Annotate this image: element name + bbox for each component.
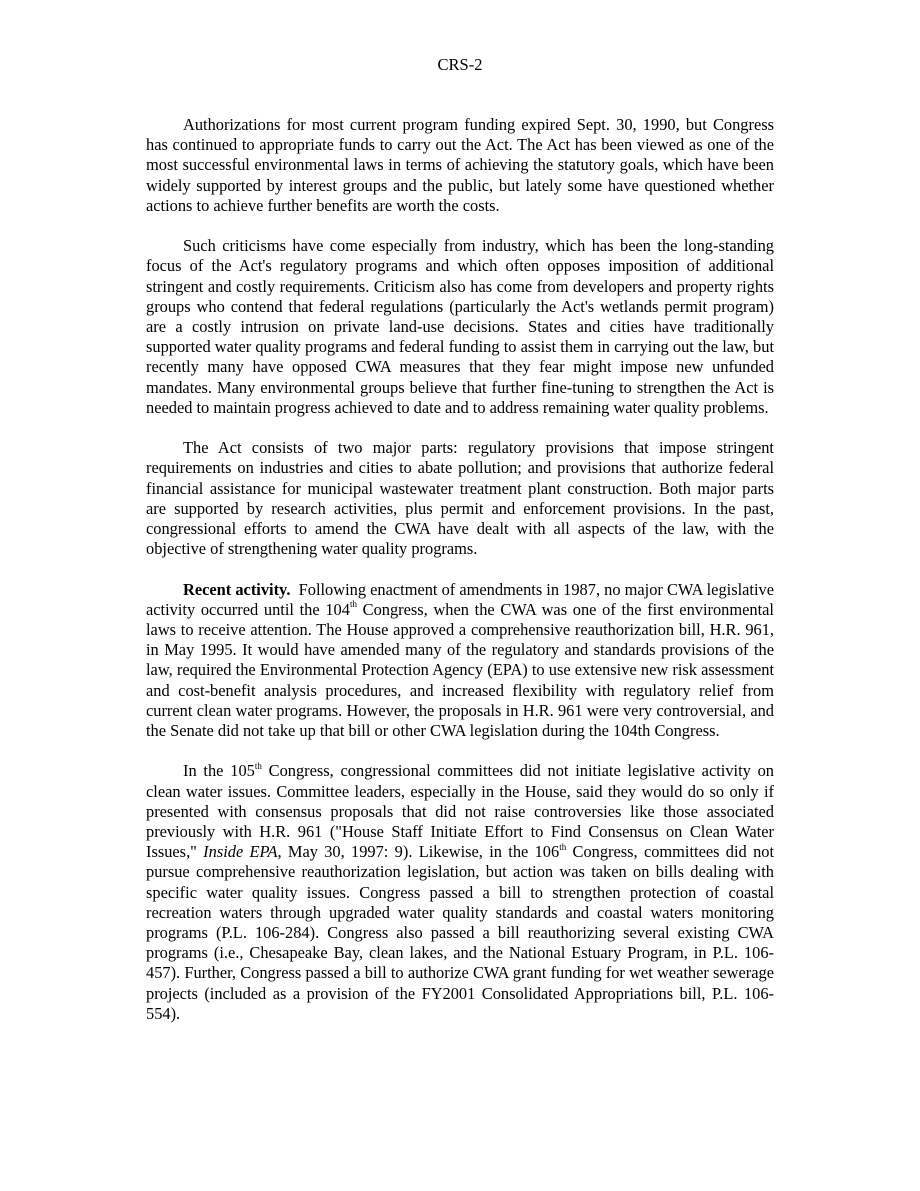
congress-text-c: , May 30, 1997: 9). Likewise, in the 106: [277, 842, 560, 862]
recent-activity-heading: Recent activity.: [183, 579, 291, 599]
ordinal-superscript: th: [559, 841, 567, 852]
paragraph-act-structure: The Act consists of two major parts: regulatory provisions that impose stringent requirements on industries and cities to abate pollution; and provisions that authorize federal financial assistance for municipal wastewater treatment plant construction. Both major parts are supported by research activities, plus permit and enforcement provisions. In the past, congressional efforts to amend the CWA have dealt with all aspects of the law, with the objective of strengthening water quality programs.: [146, 438, 774, 559]
paragraph-criticisms: Such criticisms have come especially from industry, which has been the long-standing focus of the Act's regulatory programs and which often opposes imposition of additional stringent and costly requirements. Criticism also has come from developers and property rights groups who contend that federal regulations (particularly the Act's wetlands permit program) are a costly intrusion on private land-use decisions. States and cities have traditionally supported water quality programs and federal funding to assist them in carrying out the law, but recently many have opposed CWA measures that they fear might impose new unfunded mandates. Many environmental groups believe that further fine-tuning to strengthen the Act is needed to maintain progress achieved to date and to address remaining water quality problems.: [146, 236, 774, 417]
ordinal-superscript: th: [254, 760, 262, 771]
document-body: [146, 115, 774, 1044]
ordinal-superscript: th: [349, 599, 357, 610]
congress-text-b: Congress, congressional committees did not initiate legislative activity on clean water issues. Committee leaders, especially in the House, said they would do so only if presented with consensus proposals that did not raise controversies like those associated previously with H.R. 961 ("House Staff Initiate Effort to Find Consensus on Clean Water Issues,": [146, 761, 775, 862]
recent-activity-text-b: Congress, when the CWA was one of the first environmental laws to receive attention. The House approved a comprehensive reauthorization bill, H.R. 961, in May 1995. It would have amended many of the regulatory and standards provisions of the law, required the Environmental Protection Agency (EPA) to use extensive new risk assessment and cost-benefit analysis procedures, and increased flexibility with regulatory relief from current clean water programs. However, the proposals in H.R. 961 were very controversial, and the Senate did not take up that bill or other CWA legislation during the 104th Congress.: [146, 599, 774, 741]
publication-title: Inside EPA: [203, 842, 278, 862]
page-number-header: CRS-2: [437, 55, 483, 74]
paragraph-recent-activity: [146, 580, 774, 742]
recent-activity-text-a: Following enactment of amendments in 1987, no major CWA legislative activity occurred until the 104: [146, 579, 774, 619]
congress-text-a: In the 105: [183, 761, 255, 781]
congress-text-d: Congress, committees did not pursue comprehensive reauthorization legislation, but action was taken on bills dealing with specific water quality issues. Congress passed a bill to strengthen protection of coastal recreation waters through upgraded water quality standards and coastal waters monitoring programs (P.L. 106-284). Congress also passed a bill reauthorizing several existing CWA programs (i.e., Chesapeake Bay, clean lakes, and the National Estuary Program, in P.L. 106-457). Further, Congress passed a bill to authorize CWA grant funding for wet weather sewerage projects (included as a provision of the FY2001 Consolidated Appropriations bill, P.L. 106-554).: [146, 842, 775, 1023]
paragraph-funding-authorizations: Authorizations for most current program funding expired Sept. 30, 1990, but Congress has continued to appropriate funds to carry out the Act. The Act has been viewed as one of the most successful environmental laws in terms of achieving the statutory goals, which have been widely supported by interest groups and the public, but lately some have questioned whether actions to achieve further benefits are worth the costs.: [146, 115, 774, 215]
paragraph-105th-congress: [146, 761, 774, 1024]
